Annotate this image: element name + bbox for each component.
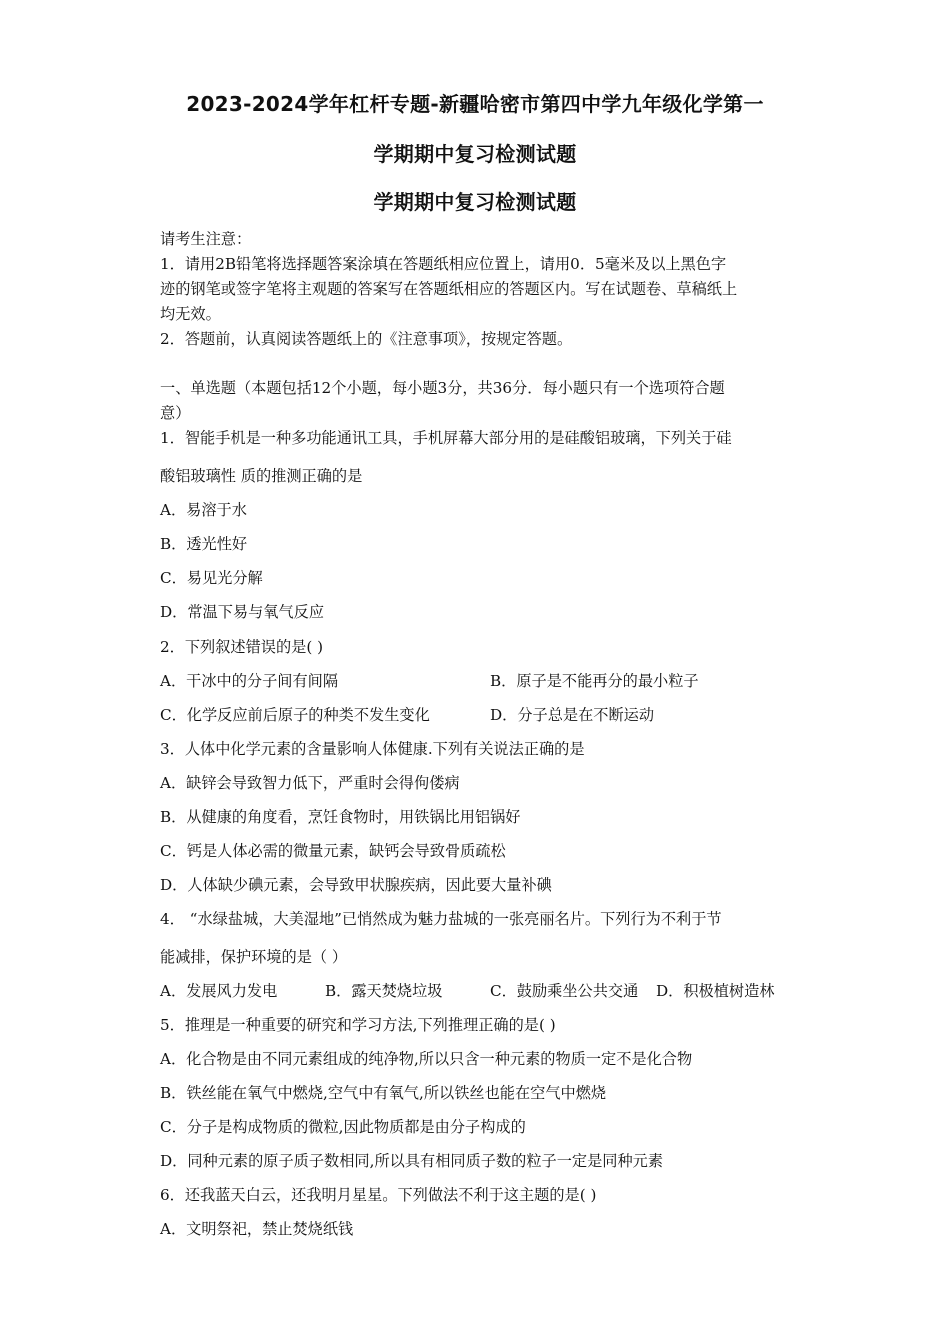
notice-item2: 2．答题前，认真阅读答题纸上的《注意事项》，按规定答题。: [160, 330, 573, 348]
question-4-option-c: C．鼓励乘坐公共交通: [490, 982, 639, 1000]
question-2-stem: 2．下列叙述错误的是( ): [160, 638, 324, 656]
question-4-stem-line1: 4． “水绿盐城，大美湿地”已悄然成为魅力盐城的一张亮丽名片。下列行为不利于节: [160, 910, 722, 928]
question-4-option-b: B．露天焚烧垃圾: [325, 982, 443, 1000]
section-heading-line1: 一、单选题（本题包括12个小题，每小题3分，共36分．每小题只有一个选项符合题: [160, 379, 725, 397]
question-1-option-a: A．易溶于水: [160, 501, 247, 519]
question-1-option-d: D．常温下易与氧气反应: [160, 603, 325, 621]
notice-item1-line2: 迹的钢笔或签字笔将主观题的答案写在答题纸相应的答题区内。写在试题卷、草稿纸上: [160, 280, 738, 298]
question-6-stem: 6．还我蓝天白云，还我明月星星。下列做法不利于这主题的是( ): [160, 1186, 597, 1204]
question-3-option-d: D．人体缺少碘元素，会导致甲状腺疾病，因此要大量补碘: [160, 876, 552, 894]
notice-heading: 请考生注意：: [160, 230, 252, 248]
question-2-option-c: C．化学反应前后原子的种类不发生变化: [160, 706, 430, 724]
question-3-stem: 3．人体中化学元素的含量影响人体健康.下列有关说法正确的是: [160, 740, 585, 758]
question-2-option-b: B．原子是不能再分的最小粒子: [490, 672, 699, 690]
notice-item1-line1: 1．请用2B铅笔将选择题答案涂填在答题纸相应位置上，请用0．5毫米及以上黑色字: [160, 255, 727, 273]
question-1-stem-line1: 1．智能手机是一种多功能通讯工具，手机屏幕大部分用的是硅酸铝玻璃，下列关于硅: [160, 429, 732, 447]
question-6-option-a: A．文明祭祀，禁止焚烧纸钱: [160, 1220, 354, 1238]
question-4-option-a: A．发展风力发电: [160, 982, 278, 1000]
question-1-option-b: B．透光性好: [160, 535, 248, 553]
notice-item1-line3: 均无效。: [160, 305, 221, 323]
question-4-stem-line2: 能减排，保护环境的是（ ）: [160, 948, 348, 966]
question-3-option-c: C．钙是人体必需的微量元素，缺钙会导致骨质疏松: [160, 842, 506, 860]
document-title-line1: 2023-2024学年杠杆专题-新疆哈密市第四中学九年级化学第一: [186, 92, 764, 116]
document-title-line3: 学期期中复习检测试题: [373, 190, 577, 214]
question-5-option-c: C．分子是构成物质的微粒,因此物质都是由分子构成的: [160, 1118, 526, 1136]
question-1-stem-line2: 酸铝玻璃性 质的推测正确的是: [160, 467, 363, 485]
question-3-option-a: A．缺锌会导致智力低下，严重时会得佝偻病: [160, 774, 460, 792]
question-5-option-a: A．化合物是由不同元素组成的纯净物,所以只含一种元素的物质一定不是化合物: [160, 1050, 693, 1068]
question-5-option-d: D．同种元素的原子质子数相同,所以具有相同质子数的粒子一定是同种元素: [160, 1152, 664, 1170]
question-5-stem: 5．推理是一种重要的研究和学习方法,下列推理正确的是( ): [160, 1016, 556, 1034]
question-4-option-d: D．积极植树造林: [656, 982, 775, 1000]
question-1-option-c: C．易见光分解: [160, 569, 263, 587]
question-3-option-b: B．从健康的角度看，烹饪食物时，用铁锅比用铝锅好: [160, 808, 521, 826]
question-2-option-a: A．干冰中的分子间有间隔: [160, 672, 339, 690]
document-title-line2: 学期期中复习检测试题: [373, 142, 577, 166]
question-5-option-b: B．铁丝能在氧气中燃烧,空气中有氧气,所以铁丝也能在空气中燃烧: [160, 1084, 607, 1102]
section-heading-line2: 意）: [160, 404, 191, 422]
question-2-option-d: D．分子总是在不断运动: [490, 706, 655, 724]
